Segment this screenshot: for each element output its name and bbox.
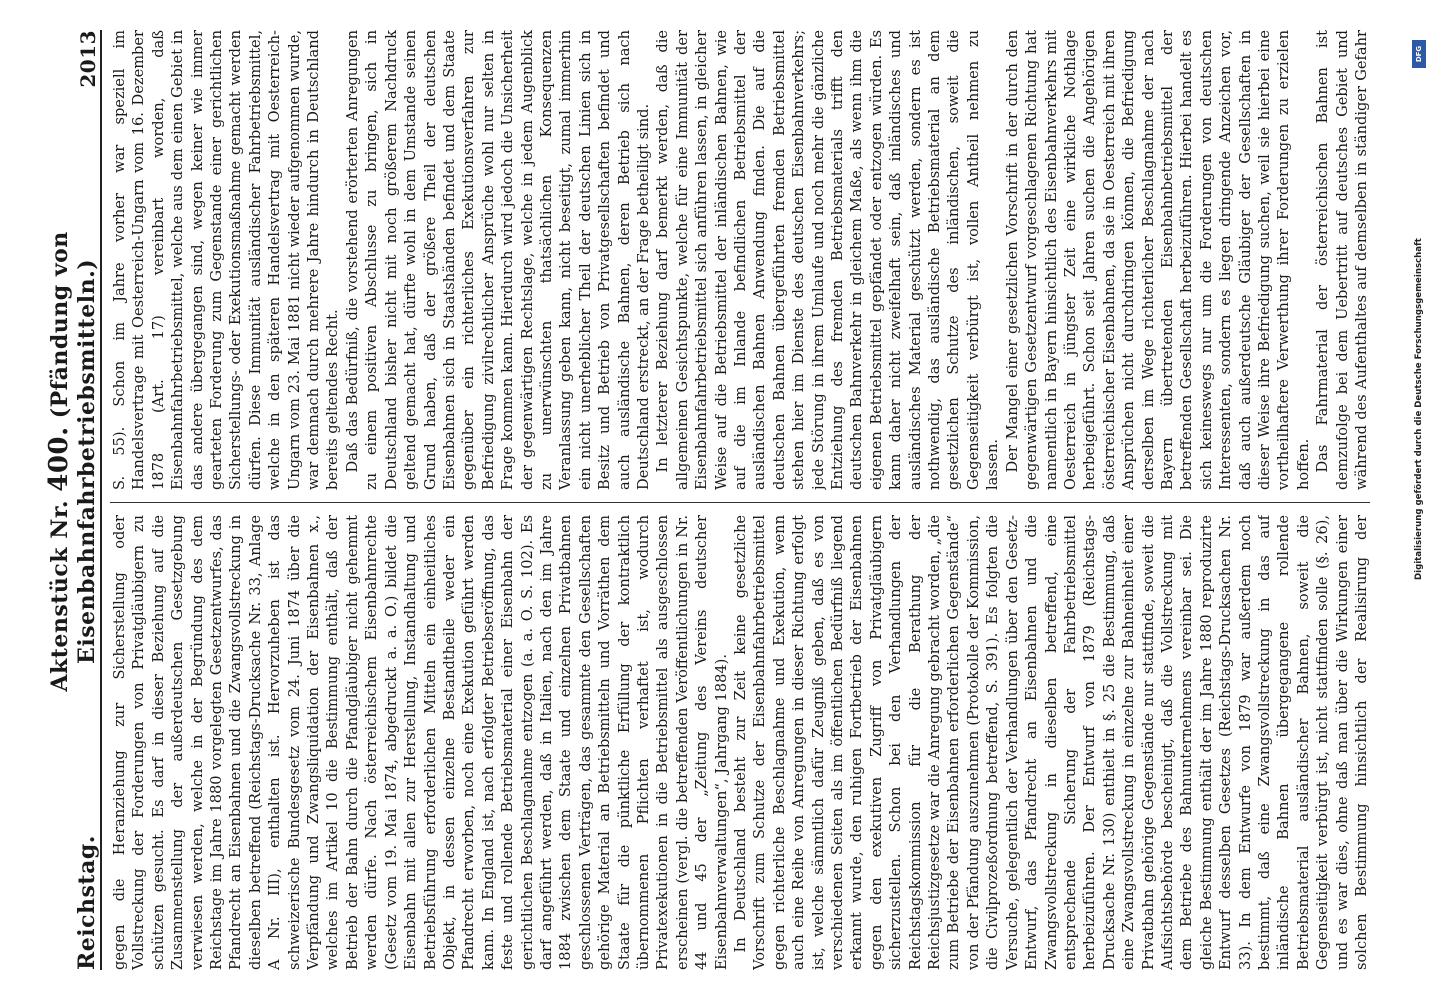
header-number: 400.	[44, 426, 74, 492]
page-header	[44, 30, 102, 970]
header-prefix: Aktenstück Nr.	[47, 499, 73, 692]
right-paragraph: Das Fahrmaterial der österreichischen Bahnen ist demzufolge bei dem Uebertritt auf deutsches Gebiet und während des Aufenthaltes auf demselben in ständiger Gefahr	[1314, 30, 1370, 490]
left-paragraph: gegen die Heranziehung zur Sicherstellung oder Vollstreckung der Forderungen von Privatgläubigern zu schützen gesucht. Es darf in dieser Beziehung auf die Zusammenstellung der außerdeutschen Gesetzgebung verwiesen werden, welche in der Begründung des dem Reichstage im Jahre 1880 vorgelegten Gesetzentwurfes, das Pfandrecht an Eisenbahnen und die Zwangsvollstreckung in dieselben betreffend (Reichstags-Drucksache Nr. 33, Anlage A Nr. III), enthalten ist. Hervorzuheben ist das schweizerische Bundesgesetz vom 24. Juni 1874 über die Verpfändung und Zwangsliquidation der Eisenbahnen x., welches im Artikel 10 die Bestimmung enthält, daß der Betrieb der Bahn durch die Pfandgläubiger nicht gehemmt werden dürfe. Nach österreichischem Eisenbahnrechte (Gesetz vom 19. Mai 1874, abgedruckt a. a. O.) bildet die Eisenbahn mit allen zur Herstellung, Instandhaltung und Betriebsführung erforderlichen Mitteln ein einheitliches Objekt, in dessen einzelne Bestandtheile weder ein Pfandrecht erworben, noch eine Exekution geführt werden kann. In England ist, nach erfolgter Betriebseröffnung, das feste und rollende Betriebsmaterial einer Eisenbahn der gerichtlichen Beschlagnahme entzogen (a. a. O. S. 102). Es darf angeführt werden, daß in Italien, nach den im Jahre 1884 zwischen dem Staate und einzelnen Privatbahnen geschlossenen Verträgen, das gesammte den Gesellschaften gehörige Material an Betriebsmitteln und Vorräthen dem Staate für die pünktliche Erfüllung der kontraktlich übernommenen Pflichten verhaftet ist, wodurch Privatexekutionen in die Betriebsmittel als ausgeschlossen erscheinen (vergl. die betreffenden Veröffentlichungen in Nr. 44 und 45 der „Zeitung des Vereins deutscher Eisenbahnverwaltungen“, Jahrgang 1884).	[111, 515, 730, 970]
left-paragraph: In Deutschland besteht zur Zeit keine gesetzliche Vorschrift zum Schutze der Eisenbahnfahrbetriebsmittel gegen richterliche Beschlagnahme und Exekution, wenn auch eine Reihe von Anregungen in dieser Richtung erfolgt ist, welche sämmtlich dafür Zeugniß geben, daß es von verschiedenen Seiten als im öffentlichen Bedürfniß liegend erkannt wurde, den ruhigen Fortbetrieb der Eisenbahnen gegen den exekutiven Zugriff von Privatgläubigern sicherzustellen. Schon bei den Verhandlungen der Reichstagskommission für die Berathung der Reichsjustizgesetze war die Anregung gebracht worden, „die zum Betriebe der Eisenbahnen erforderlichen Gegenstände“ von der Pfändung auszunehmen (Protokolle der Kommission, die Civilprozeßordnung betreffend, S. 391). Es folgten die Versuche, gelegentlich der Verhandlungen über den Gesetz-Entwurf, das Pfandrecht an Eisenbahnen und die Zwangsvollstreckung in dieselben betreffend, eine entsprechende Sicherung der Fahrbetriebsmittel herbeizuführen. Der Entwurf von 1879 (Reichstags-Drucksache Nr. 130) enthielt in §. 25 die Bestimmung, daß eine Zwangsvollstreckung in einzelne zur Bahneinheit einer Privatbahn gehörige Gegenstände nur stattfinde, soweit die Aufsichtsbehörde bescheinigt, daß die Vollstreckung mit dem Betriebe des Bahnunternehmens vereinbar sei. Die gleiche Bestimmung enthält der im Jahre 1880 reproduzirte Entwurf desselben Gesetzes (Reichstags-Drucksachen Nr. 33). In dem Entwurfe von 1879 war außerdem noch bestimmt, daß eine Zwangsvollstreckung in das auf inländische Bahnen übergegangene rollende Betriebsmaterial ausländischer Bahnen, soweit die Gegenseitigkeit verbürgt ist, nicht stattfinden solle (§. 26), und es war dies, ohne daß man über die Wirkungen einer solchen Bestimmung hinsichtlich der Realisirung der	[732, 515, 1370, 970]
header-left: Reichstag.	[74, 835, 100, 970]
header-center	[44, 88, 100, 835]
page-number: 2013	[76, 30, 100, 88]
right-paragraph: Der Mangel einer gesetzlichen Vorschrift in der durch den gegenwärtigen Gesetzentwurf vorgeschlagenen Richtung hat namentlich in Bayern hinsichtlich des Eisenbahnverkehrs mit Oesterreich in jüngster Zeit eine wirkliche Nothlage herbeigeführt. Schon seit Jahren suchen die Angehörigen österreichischer Eisenbahnen, da sie in Oesterreich mit ihren Ansprüchen nicht durchdringen können, die Befriedigung derselben im Wege richterlicher Beschlagnahme der nach Bayern übertretenden Eisenbahnbetriebsmittel der betreffenden Gesellschaft herbeizuführen. Hierbei handelt es sich keineswegs nur um die Forderungen von deutschen Interessenten, sondern es liegen dringende Anzeichen vor, daß auch außerdeutsche Gläubiger der Gesellschaften in dieser Weise ihre Befriedigung suchen, weil sie hierbei eine vortheilhaftere Verwerthung ihrer Forderungen zu erzielen hoffen.	[1003, 30, 1312, 490]
right-column	[110, 30, 1370, 490]
right-paragraph: S. 55). Schon im Jahre vorher war speziell im Handelsvertrage mit Oesterreich-Ungarn vom 16. Dezember 1878 (Art. 17) vereinbart worden, daß Eisenbahnfahrbetriebsmittel, welche aus dem einen Gebiet in das andere übergegangen sind, wegen keiner wie immer gearteten Forderung zum Gegenstande einer gerichtlichen Sicherstellungs- oder Exekutionsmaßnahme gemacht werden dürfen. Diese Immunität ausländischer Fahrbetriebsmittel, welche in den späteren Handelsvertrag mit Oesterreich-Ungarn vom 23. Mai 1881 nicht wieder aufgenommen wurde, war demnach durch mehrere Jahre hindurch in Deutschland bereits geltendes Recht.	[111, 30, 342, 490]
dfg-logo-icon	[1412, 40, 1426, 68]
dfg-logo-text: DFG	[1415, 45, 1423, 63]
right-paragraph: In letzterer Beziehung darf bemerkt werden, daß die allgemeinen Gesichtspunkte, welche für eine Immunität der Eisenbahnfahrbetriebsmittel sich anführen lassen, in gleicher Weise auf die Betriebsmittel der inländischen Bahnen, wie auf die im Inlande befindlichen Betriebsmittel der ausländischen Bahnen Anwendung finden. Die auf die deutschen Bahnen übergeführten fremden Betriebsmittel stehen hier im Dienste des deutschen Eisenbahnverkehrs; jede Störung in ihrem Umlaufe und noch mehr die gänzliche Entziehung des fremden Betriebsmaterials trifft den deutschen Bahnverkehr in gleichem Maße, als wenn ihm die eigenen Betriebsmittel gepfändet oder entzogen würden. Es kann daher nicht zweifelhaft sein, daß inländisches und ausländisches Material geschützt werden, sondern es ist nothwendig, das ausländische Betriebsmaterial an dem gesetzlichen Schutze des inländischen, soweit die Gegenseitigkeit verbürgt ist, vollen Antheil nehmen zu lassen.	[654, 30, 1002, 490]
header-title: (Pfändung von Eisenbahnfahrbetriebsmitteln.)	[47, 231, 100, 664]
left-column	[110, 515, 1370, 970]
column-divider	[110, 502, 1370, 503]
right-paragraph: Daß das Bedürfniß, die vorstehend erörterten Anregungen zu einem positiven Abschlusse zu bringen, sich in Deutschland bisher nicht mit noch größerem Nachdruck geltend gemacht hat, dürfte wohl in dem Umstande seinen Grund haben, daß der größere Theil der deutschen Eisenbahnen sich in Staatshänden befindet und dem Staate gegenüber ein richterliches Exekutionsverfahren zur Befriedigung zivilrechtlicher Ansprüche wohl nur selten in Frage kommen kann. Hierdurch wird jedoch die Unsicherheit der gegenwärtigen Rechtslage, welche in jedem Augenblick zu unerwünschten thatsächlichen Konsequenzen Veranlassung geben kann, nicht beseitigt, zumal immerhin ein nicht unerheblicher Theil der deutschen Linien sich in Besitz und Betrieb von Privatgesellschaften befindet und auch ausländische Bahnen, deren Betrieb sich nach Deutschland erstreckt, an der Frage betheiligt sind.	[343, 30, 652, 490]
rotated-document	[10, 10, 1410, 990]
digitization-note: Digitalisierung gefördert durch die Deutsche Forschungsgemeinschaft	[1414, 238, 1424, 580]
